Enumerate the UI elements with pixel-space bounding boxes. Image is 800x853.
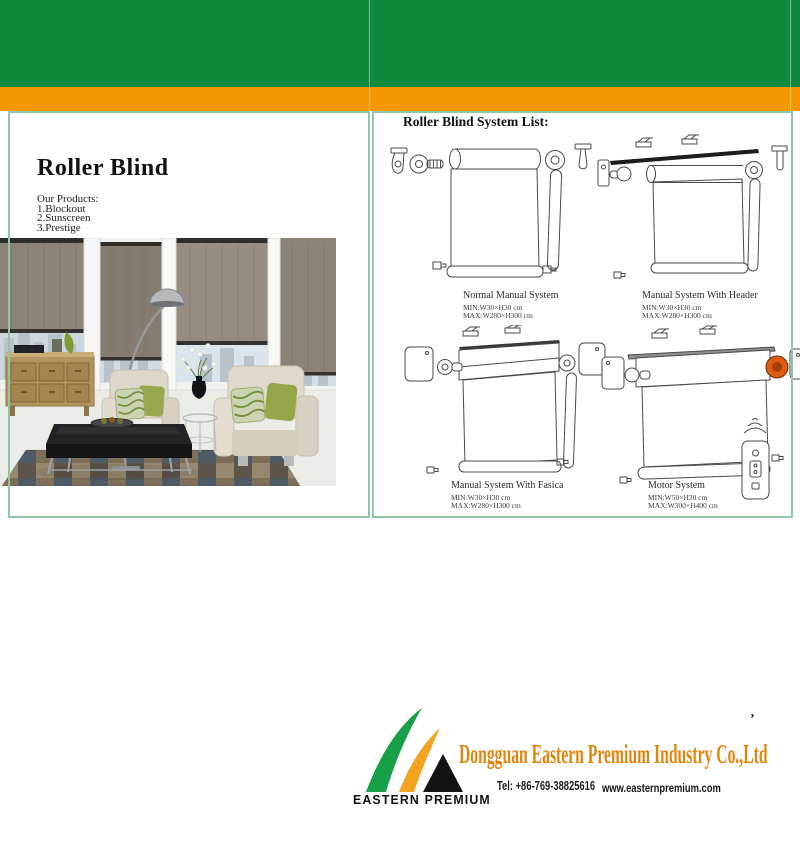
website-url: www.easternpremium.com <box>602 781 721 795</box>
system-label-with-header <box>642 291 758 321</box>
product-item-sunscreen: 2.Sunscreen <box>37 212 91 225</box>
armchair-right <box>214 366 318 466</box>
products-list <box>37 195 98 233</box>
products-heading: Our Products: <box>37 193 99 205</box>
system-min: MIN:W30×H30 cm <box>463 302 523 312</box>
system-label-normal-manual <box>463 291 559 321</box>
system-label-with-fasica <box>451 481 563 511</box>
phone-number: Tel: +86-769-38825616 <box>497 779 596 793</box>
header-orange-band <box>0 87 800 111</box>
system-max: MAX:W300×H400 cm <box>648 501 718 511</box>
band-divider-line-right <box>790 0 791 111</box>
logo-text: EASTERN PREMIUM <box>353 792 491 807</box>
system-min: MIN:W30×H30 cm <box>642 302 702 312</box>
system-min: MIN:W50×H30 cm <box>648 492 708 502</box>
system-min: MIN:W30×H30 cm <box>451 492 511 502</box>
system-name: Motor System <box>648 480 705 491</box>
band-divider-line <box>369 0 370 111</box>
product-item-prestige: 3.Prestige <box>37 221 81 234</box>
page-title: Roller Blind <box>37 155 169 181</box>
system-name: Manual System With Header <box>642 290 758 301</box>
diagram-manual-system-with-header <box>596 134 796 292</box>
system-name: Manual System With Fasica <box>451 480 564 491</box>
living-room-photo <box>0 238 336 486</box>
system-name: Normal Manual System <box>463 290 559 301</box>
header-green-band <box>0 0 800 87</box>
system-max: MAX:W280×H300 cm <box>642 311 712 321</box>
diagram-manual-system-with-fasica <box>397 325 609 483</box>
diagram-normal-manual-system <box>385 142 600 292</box>
system-max: MAX:W280×H300 cm <box>451 501 521 511</box>
system-list-title: Roller Blind System List: <box>403 114 549 129</box>
ottoman-table <box>34 417 198 480</box>
system-max: MAX:W280×H300 cm <box>463 311 533 321</box>
product-item-blockout: 1.Blockout <box>37 202 86 215</box>
system-label-motor <box>648 481 718 511</box>
stray-mark: ’ <box>750 712 755 727</box>
company-name: Dongguan Eastern Premium Industry Co.,Ltd <box>459 739 768 769</box>
